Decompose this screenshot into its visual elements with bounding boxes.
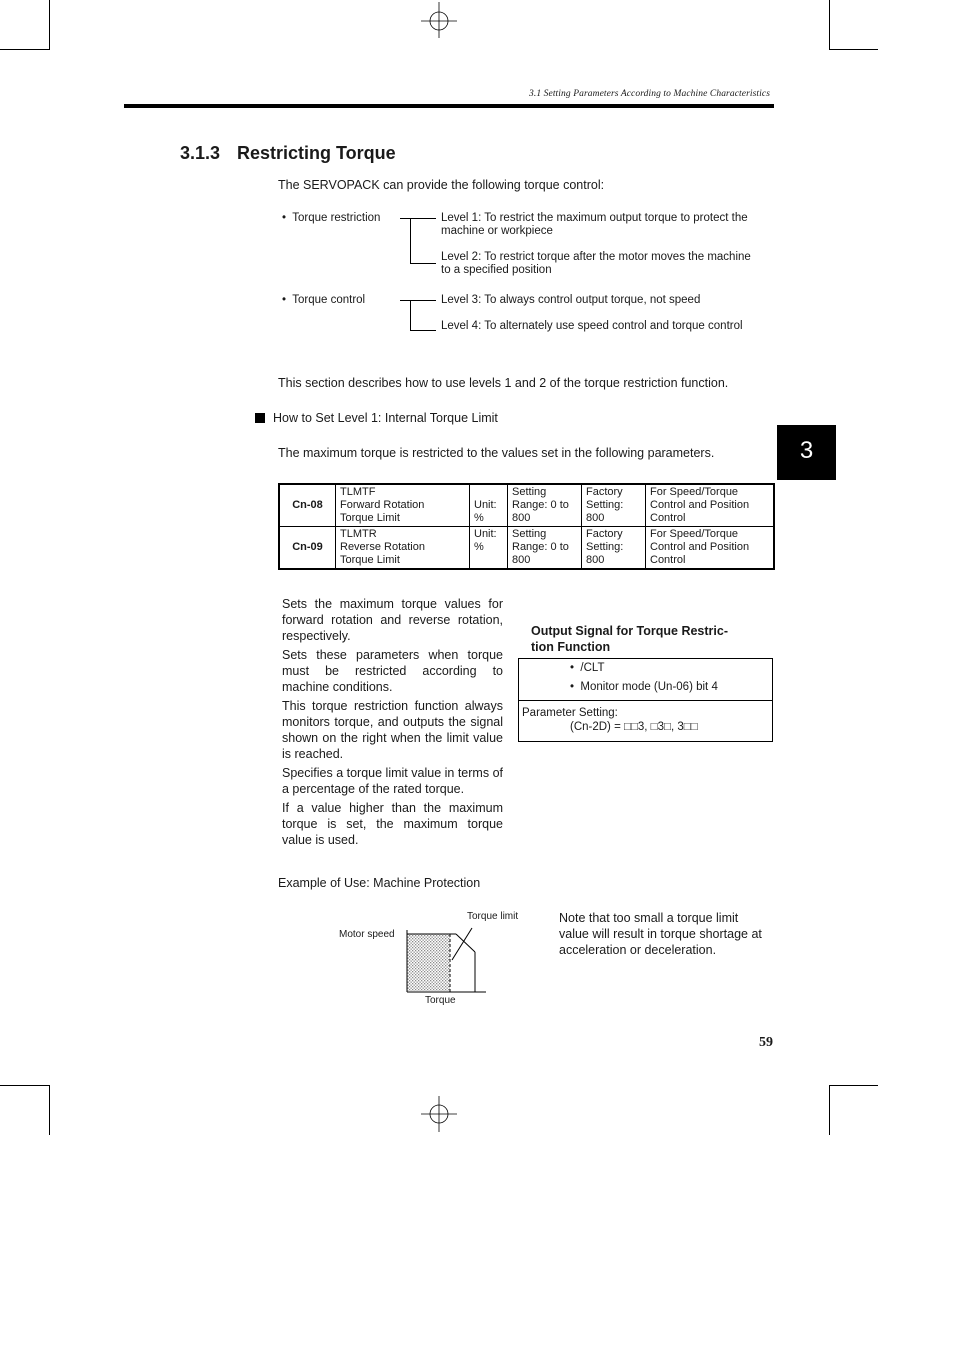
param-mode: Control (650, 512, 686, 524)
description-paragraph: This torque restriction function always monitors torque, and outputs the signal shown on the right when the limit value is reached. (282, 699, 503, 761)
param-unit-cell (470, 527, 508, 570)
param-unit: % (474, 541, 484, 553)
param-name-cell (336, 527, 470, 570)
output-signal-heading-line: tion Function (531, 640, 611, 654)
param-factory: Setting: (586, 499, 624, 511)
param-range: Setting (512, 486, 547, 498)
param-name: TLMTF (340, 486, 376, 498)
subsection-title: How to Set Level 1: Internal Torque Limit (273, 411, 498, 425)
parameter-setting-value: (Cn-2D) = □□3, □3□, 3□□ (570, 721, 698, 733)
scope-text: This section describes how to use levels 1 and 2 of the torque restriction function. (278, 376, 729, 390)
table-row (279, 527, 774, 570)
parameter-table (278, 483, 775, 570)
description-paragraph: Sets the maximum torque values for forward rotation and reverse rotation, respectively. (282, 597, 503, 643)
param-mode: For Speed/Torque (650, 528, 739, 540)
param-code: Cn-08 (279, 484, 336, 527)
param-unit-label: Unit: (474, 499, 497, 511)
output-signal-heading (531, 623, 751, 655)
section-title-text: Restricting Torque (237, 143, 396, 163)
param-range: Range: 0 to (512, 541, 569, 553)
description-paragraph: If a value higher than the maximum torque is set, the maximum torque value is used. (282, 801, 503, 847)
chapter-tab: 3 (777, 425, 836, 480)
param-unit-label: Unit: (474, 528, 497, 540)
param-factory: 800 (586, 554, 605, 566)
signal-item-text: Monitor mode (Un-06) bit 4 (580, 681, 718, 693)
param-factory: Factory (586, 486, 623, 498)
torque-axis-label: Torque (425, 995, 456, 1006)
param-mode-cell (646, 484, 775, 527)
param-mode: Control and Position (650, 541, 750, 553)
signal-item: • Monitor mode (Un-06) bit 4 (570, 681, 718, 693)
section-number: 3.1.3 (180, 143, 221, 163)
intro-text: The SERVOPACK can provide the following torque control: (278, 178, 605, 192)
param-factory: Setting: (586, 541, 624, 553)
level-item: Level 3: To always control output torque, not speed (441, 294, 701, 306)
param-desc: Torque Limit (340, 554, 400, 566)
note-text: Note that too small a torque limit value will result in torque shortage at acceleration or deceleration. (559, 911, 762, 957)
param-unit-cell (470, 484, 508, 527)
running-header: 3.1 Setting Parameters According to Machine Characteristics (529, 89, 770, 99)
param-desc: Forward Rotation (340, 499, 425, 511)
signal-item-text: /CLT (580, 662, 605, 674)
torque-type-bullet: • Torque restriction (282, 212, 381, 224)
level-item: Level 1: To restrict the maximum output torque to protect the machine or workpiece (441, 212, 748, 237)
param-mode-cell (646, 527, 775, 570)
level-item: Level 2: To restrict torque after the motor moves the machine to a specified position (441, 251, 751, 276)
param-name-cell (336, 484, 470, 527)
param-mode: Control (650, 554, 686, 566)
param-unit: % (474, 512, 484, 524)
registration-mark-top (419, 2, 459, 38)
param-range: Range: 0 to (512, 499, 569, 511)
description-paragraph: Sets these parameters when torque must be restricted according to machine conditions. (282, 648, 503, 694)
example-heading: Example of Use: Machine Protection (278, 876, 481, 890)
output-signal-box (518, 658, 773, 742)
param-factory: Factory (586, 528, 623, 540)
signal-item: • /CLT (570, 662, 605, 674)
param-desc: Torque Limit (340, 512, 400, 524)
param-mode: For Speed/Torque (650, 486, 739, 498)
param-desc: Reverse Rotation (340, 541, 425, 553)
param-range-cell (508, 527, 582, 570)
table-row (279, 484, 774, 527)
torque-limit-label: Torque limit (467, 911, 519, 922)
param-range: 800 (512, 554, 531, 566)
param-code: Cn-09 (279, 527, 336, 570)
page-number: 59 (759, 1035, 773, 1050)
param-factory: 800 (586, 512, 605, 524)
level-item: Level 4: To alternately use speed control and torque control (441, 320, 743, 332)
section-title (180, 143, 396, 164)
header-rule (124, 104, 774, 108)
motor-speed-label: Motor speed (339, 929, 395, 940)
description-paragraph: Specifies a torque limit value in terms of a percentage of the rated torque. (282, 766, 503, 796)
square-bullet-icon (255, 413, 265, 423)
torque-type-label: Torque control (292, 294, 366, 306)
param-name: TLMTR (340, 528, 377, 540)
torque-speed-graph (400, 920, 492, 995)
param-mode: Control and Position (650, 499, 750, 511)
torque-type-label: Torque restriction (292, 212, 381, 224)
subsection-heading (255, 410, 498, 426)
param-range: Setting (512, 528, 547, 540)
registration-mark-bottom (419, 1096, 459, 1132)
output-signal-heading-line: Output Signal for Torque Restric- (531, 624, 728, 638)
parameter-setting-label: Parameter Setting: (522, 707, 618, 719)
torque-type-bullet: • Torque control (282, 294, 366, 306)
param-range-cell (508, 484, 582, 527)
param-factory-cell (582, 527, 646, 570)
signal-box-divider (519, 700, 772, 701)
param-range: 800 (512, 512, 531, 524)
param-factory-cell (582, 484, 646, 527)
subsection-lead: The maximum torque is restricted to the values set in the following parameters. (278, 446, 715, 460)
